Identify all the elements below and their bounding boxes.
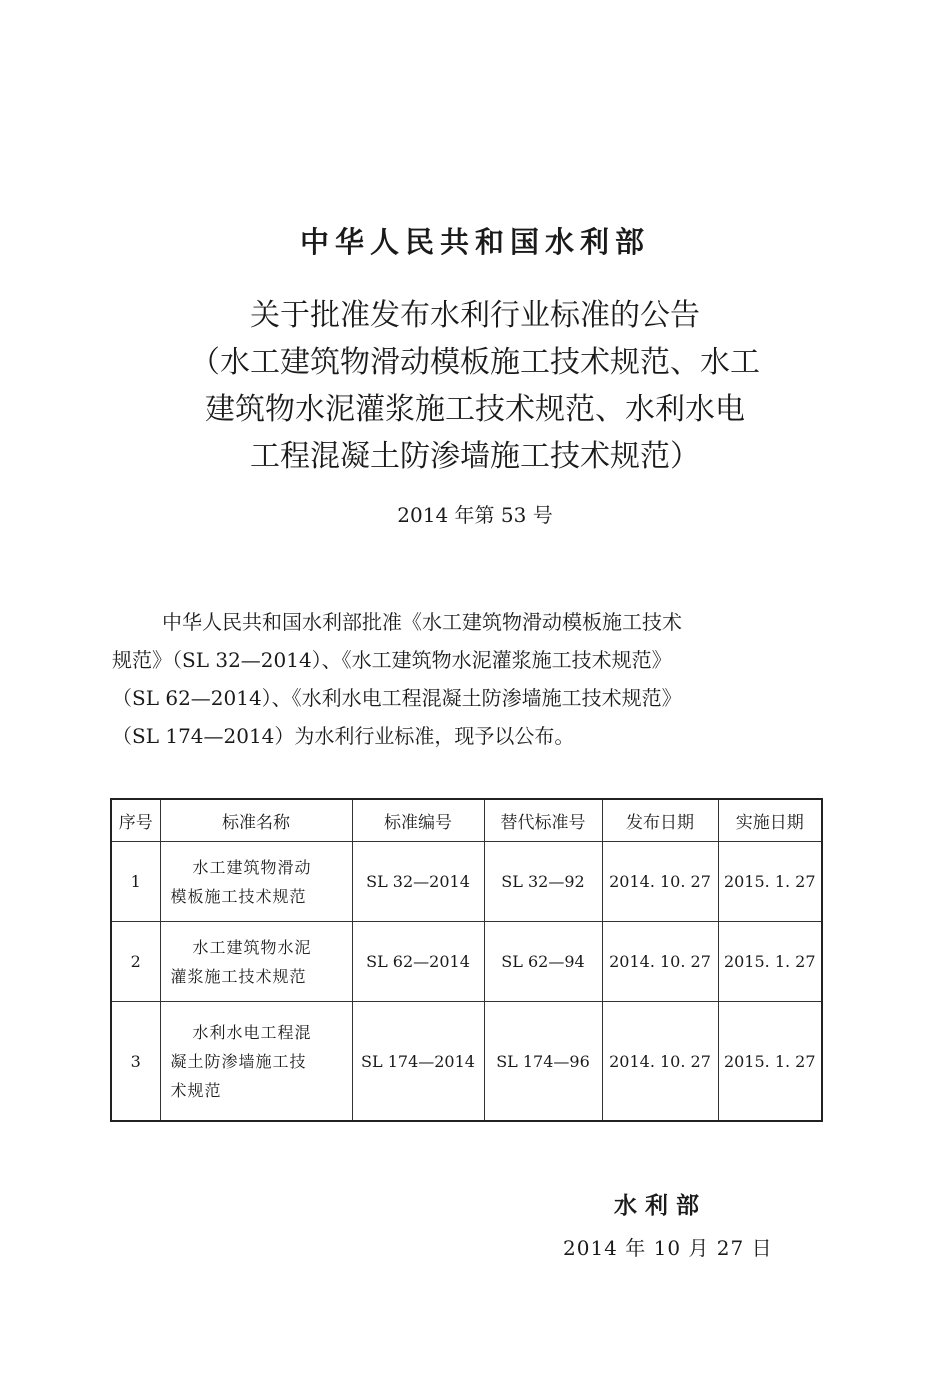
table-row (111, 1002, 822, 1122)
issuing-authority: 中华人民共和国水利部 (299, 225, 650, 259)
standards-table (110, 798, 823, 1122)
body-line: 中华人民共和国水利部批准《水工建筑物滑动模板施工技术 (162, 610, 682, 634)
header-publish-date: 发布日期 (602, 799, 718, 842)
cell-publish-date: 2014. 10. 27 (602, 922, 718, 1002)
header-serial-no: 序号 (111, 799, 160, 842)
announcement-body (112, 603, 832, 755)
cell-publish-date: 2014. 10. 27 (602, 842, 718, 922)
body-line: （SL 62—2014）、《水利水电工程混凝土防渗墙施工技术规范》 (112, 686, 682, 710)
name-line: 模板施工技术规范 (170, 886, 307, 906)
cell-serial-no: 3 (111, 1002, 160, 1122)
header-effective-date: 实施日期 (718, 799, 822, 842)
name-line: 水工建筑物水泥 (192, 937, 312, 957)
header-replaced-code: 替代标准号 (484, 799, 602, 842)
cell-serial-no: 1 (111, 842, 160, 922)
signature-date: 2014 年 10 月 27 日 (563, 1236, 773, 1260)
cell-publish-date: 2014. 10. 27 (602, 1002, 718, 1122)
cell-effective-date: 2015. 1. 27 (718, 922, 822, 1002)
name-line: 术规范 (170, 1080, 222, 1100)
cell-replaced-code: SL 174—96 (484, 1002, 602, 1122)
cell-replaced-code: SL 32—92 (484, 842, 602, 922)
table-row (111, 922, 822, 1002)
body-line: 规范》（SL 32—2014）、《水工建筑物水泥灌浆施工技术规范》 (112, 648, 672, 672)
title-line: 工程混凝土防渗墙施工技术规范） (250, 439, 700, 474)
cell-standard-name (160, 922, 352, 1002)
cell-effective-date: 2015. 1. 27 (718, 1002, 822, 1122)
cell-standard-code: SL 174—2014 (352, 1002, 484, 1122)
cell-standard-code: SL 32—2014 (352, 842, 484, 922)
title-line: 建筑物水泥灌浆施工技术规范、水利水电 (205, 392, 745, 427)
title-line: （水工建筑物滑动模板施工技术规范、水工 (190, 345, 760, 380)
cell-serial-no: 2 (111, 922, 160, 1002)
cell-standard-name (160, 842, 352, 922)
name-line: 凝土防渗墙施工技 (170, 1051, 307, 1071)
table-row (111, 842, 822, 922)
issue-number: 2014 年第 53 号 (397, 503, 553, 527)
signature-authority: 水利部 (614, 1192, 707, 1219)
cell-standard-name (160, 1002, 352, 1122)
header-standard-code: 标准编号 (352, 799, 484, 842)
announcement-title (0, 292, 950, 480)
name-line: 灌浆施工技术规范 (170, 966, 307, 986)
table-header-row (111, 799, 822, 842)
body-line: （SL 174—2014）为水利行业标准，现予以公布。 (112, 724, 575, 748)
cell-replaced-code: SL 62—94 (484, 922, 602, 1002)
cell-standard-code: SL 62—2014 (352, 922, 484, 1002)
name-line: 水利水电工程混 (192, 1022, 312, 1042)
header-standard-name: 标准名称 (160, 799, 352, 842)
name-line: 水工建筑物滑动 (192, 857, 312, 877)
title-line: 关于批准发布水利行业标准的公告 (250, 298, 700, 333)
cell-effective-date: 2015. 1. 27 (718, 842, 822, 922)
